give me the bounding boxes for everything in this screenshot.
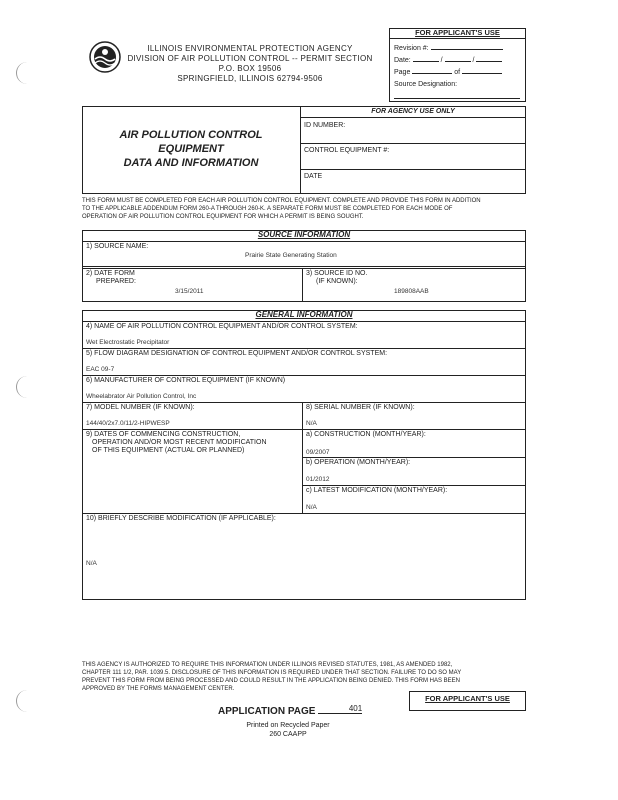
- form-title-line1: AIR POLLUTION CONTROL: [119, 129, 263, 141]
- revision-field[interactable]: [431, 49, 503, 50]
- agency-name: ILLINOIS ENVIRONMENTAL PROTECTION AGENCY: [147, 44, 353, 53]
- operation-date-label: b) OPERATION (MONTH/YEAR):: [306, 459, 411, 466]
- application-page-label: APPLICATION PAGE: [218, 706, 316, 717]
- dates-label2: OPERATION AND/OR MOST RECENT MODIFICATION: [92, 439, 267, 446]
- page-field[interactable]: [412, 73, 452, 74]
- flow-diagram-value[interactable]: EAC 09-7: [86, 366, 115, 373]
- serial-number-value[interactable]: N/A: [306, 420, 317, 427]
- agency-date-label: DATE: [304, 173, 323, 180]
- serial-number-label: 8) SERIAL NUMBER (IF KNOWN):: [306, 404, 415, 411]
- model-number-label: 7) MODEL NUMBER (IF KNOWN):: [86, 404, 195, 411]
- date-prepared-label1: 2) DATE FORM: [86, 270, 135, 277]
- instructions: [82, 197, 481, 221]
- latest-modification-label: c) LATEST MODIFICATION (MONTH/YEAR):: [306, 487, 448, 494]
- punch-hole-mark: [16, 376, 27, 398]
- manufacturer-value[interactable]: Wheelabrator Air Pollution Control, Inc: [86, 393, 197, 400]
- source-information-title: SOURCE INFORMATION: [257, 230, 351, 239]
- manufacturer-label: 6) MANUFACTURER OF CONTROL EQUIPMENT (IF KNOWN): [86, 377, 286, 384]
- applicant-use-title: FOR APPLICANT'S USE: [415, 28, 500, 37]
- source-id-value[interactable]: 189808AAB: [394, 288, 429, 295]
- agency-division: DIVISION OF AIR POLLUTION CONTROL -- PERMIT SECTION: [127, 54, 373, 63]
- page-total-field[interactable]: [462, 73, 502, 74]
- instructions-line2: TO THE APPLICABLE ADDENDUM FORM 260-A THROUGH 260-K. A SEPARATE FORM MUST BE COMPLETED FOR EACH MODE OF: [82, 206, 453, 212]
- applicant-use-box: [389, 28, 526, 102]
- page-row: [394, 69, 502, 77]
- of-label: of: [454, 69, 461, 76]
- source-name-value[interactable]: Prairie State Generating Station: [245, 252, 337, 259]
- printed-recycled: Printed on Recycled Paper: [246, 722, 330, 729]
- latest-modification-value[interactable]: N/A: [306, 504, 317, 511]
- source-designation-label: Source Designation:: [394, 81, 458, 88]
- application-page-row: [218, 706, 362, 717]
- instructions-line3: OPERATION OF AIR POLLUTION CONTROL EQUIPMENT FOR WHICH A PERMIT IS BEING SOUGHT.: [82, 214, 364, 220]
- revision-label-text: Revision #:: [394, 45, 429, 52]
- model-number-value[interactable]: 144/40/2x7.0/11/2-HIPWESP: [86, 420, 170, 427]
- footer-line2: CHAPTER 111 1/2, PAR. 1039.5. DISCLOSURE OF THIS INFORMATION IS REQUIRED UNDER THAT SECTION. FAILURE TO DO SO MAY: [82, 670, 462, 676]
- control-equipment-label: CONTROL EQUIPMENT #:: [304, 147, 390, 154]
- footer-line4: APPROVED BY THE FORMS MANAGEMENT CENTER.: [82, 686, 235, 692]
- revision-label: [394, 45, 503, 53]
- agency-use-title: FOR AGENCY USE ONLY: [371, 108, 455, 115]
- footer-applicant-title: FOR APPLICANT'S USE: [425, 694, 510, 703]
- footer-line1: THIS AGENCY IS AUTHORIZED TO REQUIRE THIS INFORMATION UNDER ILLINOIS REVISED STATUTES, 1981, AS AMENDED 1982,: [82, 662, 453, 668]
- dates-label1: 9) DATES OF COMMENCING CONSTRUCTION,: [86, 431, 241, 438]
- agency-city: SPRINGFIELD, ILLINOIS 62794-9506: [177, 74, 323, 83]
- general-information-title: GENERAL INFORMATION: [255, 310, 353, 319]
- footer-line3: PREVENT THIS FORM FROM BEING PROCESSED AND COULD RESULT IN THE APPLICATION BEING DENIED. THIS FORM HAS BEEN: [82, 678, 460, 684]
- source-id-label1: 3) SOURCE ID NO.: [306, 270, 368, 277]
- form-title-line3: DATA AND INFORMATION: [123, 157, 259, 169]
- source-designation-field[interactable]: [394, 98, 520, 99]
- application-page-value: 401: [318, 704, 362, 714]
- date-row: Date: / /: [394, 57, 502, 65]
- date-label: Date:: [394, 57, 411, 64]
- control-equipment-name-value[interactable]: Wet Electrostatic Precipitator: [86, 339, 170, 346]
- agency-po-box: P.O. BOX 19506: [218, 64, 282, 73]
- date-month-field[interactable]: [413, 61, 439, 62]
- control-equipment-name-label: 4) NAME OF AIR POLLUTION CONTROL EQUIPMENT AND/OR CONTROL SYSTEM:: [86, 323, 358, 330]
- agency-header: [120, 44, 380, 84]
- footer-legal-text: [82, 661, 461, 693]
- date-prepared-label2: PREPARED:: [96, 278, 136, 285]
- construction-date-label: a) CONSTRUCTION (MONTH/YEAR):: [306, 431, 426, 438]
- form-title: [82, 128, 300, 170]
- form-title-line2: EQUIPMENT: [158, 143, 224, 155]
- describe-modification-label: 10) BRIEFLY DESCRIBE MODIFICATION (IF APPLICABLE):: [86, 515, 276, 522]
- operation-date-value[interactable]: 01/2012: [306, 476, 330, 483]
- flow-diagram-label: 5) FLOW DIAGRAM DESIGNATION OF CONTROL EQUIPMENT AND/OR CONTROL SYSTEM:: [86, 350, 388, 357]
- dates-label3: OF THIS EQUIPMENT (ACTUAL OR PLANNED): [92, 447, 245, 454]
- punch-hole-mark: [16, 690, 27, 712]
- date-day-field[interactable]: [445, 61, 471, 62]
- page-label: Page: [394, 69, 411, 76]
- id-number-label: ID NUMBER:: [304, 122, 346, 129]
- date-year-field[interactable]: [476, 61, 502, 62]
- construction-date-value[interactable]: 09/2007: [306, 449, 330, 456]
- source-id-label2: (IF KNOWN):: [316, 278, 358, 285]
- agency-seal-icon: [88, 40, 122, 74]
- source-name-label: 1) SOURCE NAME:: [86, 243, 149, 250]
- describe-modification-value[interactable]: N/A: [86, 560, 97, 567]
- form-number: 260 CAAPP: [269, 731, 307, 738]
- punch-hole-mark: [16, 62, 27, 84]
- instructions-line1: THIS FORM MUST BE COMPLETED FOR EACH AIR POLLUTION CONTROL EQUIPMENT. COMPLETE AND PROVIDE THIS FORM IN ADDITION: [82, 198, 481, 204]
- date-prepared-value[interactable]: 3/15/2011: [175, 288, 204, 295]
